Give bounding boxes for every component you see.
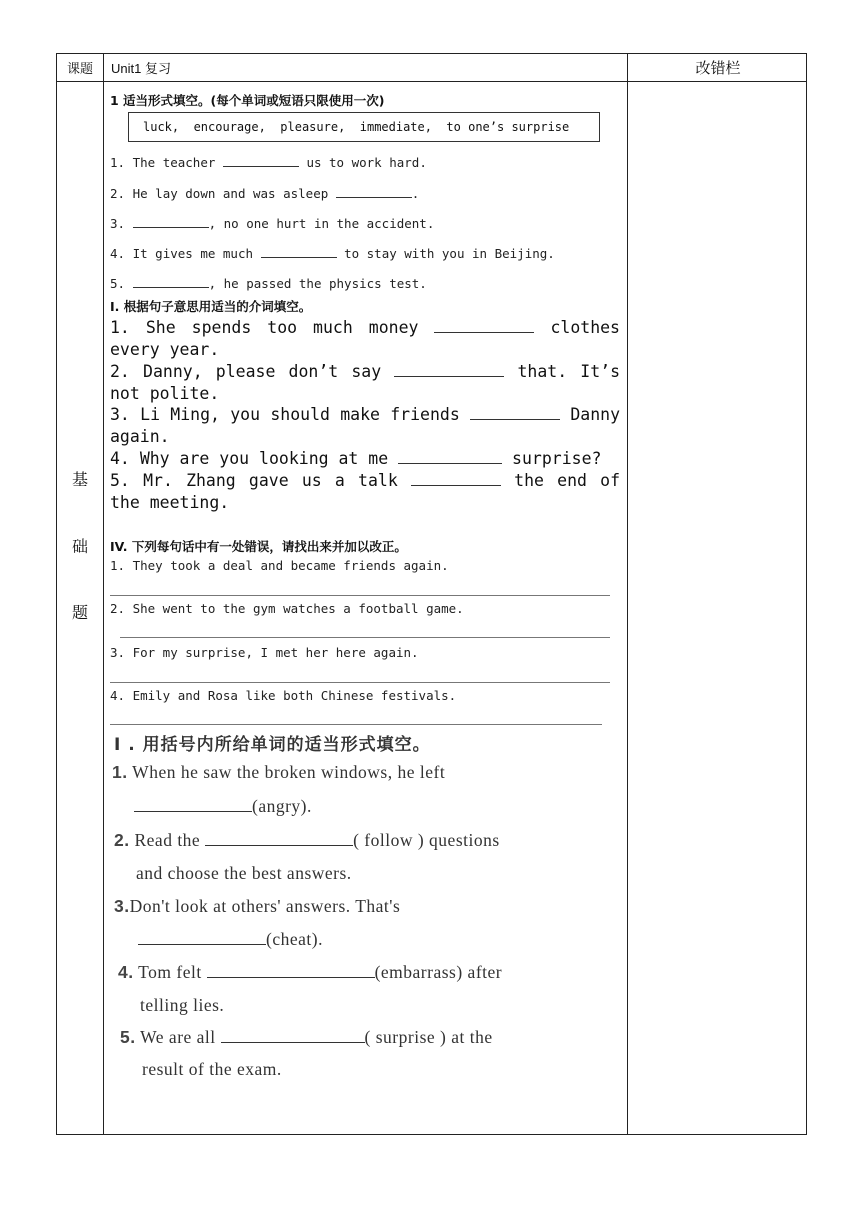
side-label-char: 础 (71, 537, 88, 556)
answer-line[interactable] (110, 682, 610, 683)
section4-heading: I . 用括号内所给单词的适当形式填空。 (114, 735, 431, 755)
answer-blank[interactable] (223, 154, 299, 167)
side-label-char: 题 (71, 603, 88, 622)
lesson-title: Unit1 复习 (111, 61, 171, 76)
preposition-item: 4. Why are you looking at me surprise? (110, 449, 602, 468)
answer-blank[interactable] (470, 407, 560, 420)
answer-blank[interactable] (133, 215, 209, 228)
scan-item-line: (cheat). (138, 928, 323, 950)
answer-blank[interactable] (205, 829, 353, 846)
error-item: 1. They took a deal and became friends again. (110, 558, 449, 573)
fill-item: 5. , he passed the physics test. (110, 276, 427, 291)
answer-line[interactable] (110, 724, 602, 725)
preposition-item: 2. Danny, please don’t say that. It’s not polite. (110, 362, 621, 403)
fill-item: 3. , no one hurt in the accident. (110, 216, 435, 231)
fill-item: 1. The teacher us to work hard. (110, 155, 427, 170)
correction-column-label: 改错栏 (695, 59, 741, 77)
scan-item-line: (angry). (134, 795, 312, 817)
scan-item-line: telling lies. (140, 995, 225, 1015)
scanned-exercise (110, 728, 620, 1088)
fill-item: 2. He lay down and was asleep . (110, 186, 420, 201)
preposition-item: 1. She spends too much money clothes every year. (110, 318, 620, 359)
scan-item: 2. Read the ( follow ) questions (114, 830, 500, 850)
preposition-item: 3. Li Ming, you should make friends Danny again. (110, 405, 620, 446)
answer-blank[interactable] (434, 320, 534, 333)
column-divider (627, 54, 628, 1134)
answer-line[interactable] (110, 595, 610, 596)
section3-heading: IV. 下列每句话中有一处错误，请找出来并加以改正。 (110, 539, 407, 554)
scan-item-line: and choose the best answers. (136, 863, 352, 883)
answer-line[interactable] (120, 637, 610, 638)
error-item: 2. She went to the gym watches a football game. (110, 601, 464, 616)
fill-item: 4. It gives me much to stay with you in Beijing. (110, 246, 555, 261)
word-bank: luck, encourage, pleasure, immediate, to one’s surprise (128, 112, 600, 142)
answer-blank[interactable] (134, 795, 252, 812)
topic-label: 课题 (66, 62, 93, 77)
section2-heading: I. 根据句子意思用适当的介词填空。 (110, 299, 312, 314)
answer-blank[interactable] (221, 1026, 365, 1043)
error-item: 3. For my surprise, I met her here again. (110, 645, 419, 660)
column-divider (103, 54, 104, 1134)
error-item: 4. Emily and Rosa like both Chinese festivals. (110, 688, 457, 703)
answer-blank[interactable] (138, 928, 266, 945)
section1-heading: 1 适当形式填空。(每个单词或短语只限使用一次) (110, 93, 385, 108)
scan-item-line: result of the exam. (142, 1059, 282, 1079)
answer-blank[interactable] (394, 364, 504, 377)
answer-blank[interactable] (336, 185, 412, 198)
scan-item: 3.Don't look at others' answers. That's (114, 896, 401, 916)
exercise-content (110, 80, 626, 1120)
preposition-item: 5. Mr. Zhang gave us a talk the end of the meeting. (110, 471, 621, 512)
answer-blank[interactable] (207, 961, 375, 978)
scan-item: 4. Tom felt (embarrass) after (118, 962, 503, 982)
answer-blank[interactable] (261, 245, 337, 258)
answer-blank[interactable] (133, 275, 209, 288)
scan-item: 5. We are all ( surprise ) at the (120, 1027, 493, 1047)
answer-blank[interactable] (398, 451, 502, 464)
answer-blank[interactable] (411, 473, 501, 486)
scan-item: 1. When he saw the broken windows, he left (112, 762, 446, 782)
side-label-char: 基 (71, 470, 88, 489)
